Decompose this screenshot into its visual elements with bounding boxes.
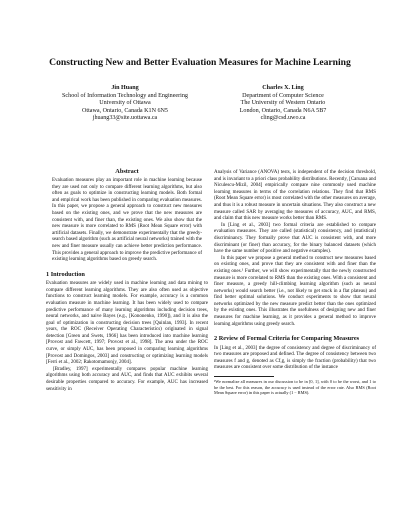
paragraph: In [Ling et al., 2003] two formal criteria are established to compare evaluation measures. They are called (statistical) consistency, and (statistical) discriminancy. They formally prove that AUC is consistent with, and more discriminant (or finer) than accuracy, for the binary balanced datasets (which have the same number of positive and negative examples). [214, 222, 376, 255]
footnote: ¹We normalize all measures in our discussion to be in [0, 1], with 0 to be the worst, and 1 to be the best. For this reason, the accuracy is used instead of the error rate. Also RMS (Root Mean Square error) in this paper is actually (1 − RMS). [214, 379, 376, 396]
author-name: Jin Huang [111, 85, 139, 91]
section-heading-review: 2 Review of Formal Criteria for Comparing Measures [214, 335, 360, 343]
author-institution: University of Ottawa [99, 100, 151, 107]
author-block-2 [208, 85, 358, 123]
paragraph: [Bradley, 1997] experimentally compares popular machine learning algorithms using both accuracy and AUC, and finds that AUC exhibits several desirable properties compared to accuracy. For example, AUC has increased sensitivity in [46, 366, 208, 392]
abstract-text: Evaluation measures play an important role in machine learning because they are used not only to compare different learning algorithms, but also often as goals to optimize in constructing learning models. Both formal and empirical work has been published in comparing evaluation measures. In this paper, we propose a general approach to construct new measures based on the existing ones, and we prove that the new measures are consistent with, and finer than, the existing ones. We also show that the new measure is more correlated to RMS (Root Mean Square error) with artificial datasets. Finally, we demonstrate experimentally that the greedy-search based algorithm (such as artificial neural networks) trained with the new and finer measure usually can achieve better prediction performance. This provides a general approach to improve the predictive performance of existing learning algorithms based on greedy search. [52, 178, 202, 263]
paragraph: Analysis of Variance (ANOVA) tests, is independent of the decision threshold, and is invariant to a priori class probability distributions. Recently, [Caruana and Niculescu-Mizil, 2004] empirically compare nine commonly used machine learning measures in terms of the correlation relations. They find that RMS (Root Mean Square error) is most correlated with the other measures on average, and thus it is a robust measure in uncertain situations. They also construct a new measure called SAR by averaging the measures of accuracy, AUC, and RMS, and claim that this new measure works better than RMS. [214, 170, 376, 222]
author-block-1 [50, 85, 200, 123]
footnote-rule [214, 376, 274, 377]
author-affiliation: School of Information Technology and Engineering [62, 92, 188, 99]
section-heading-introduction: 1 Introduction [46, 270, 85, 278]
paragraph: In [Ling et al., 2003] the degree of consistency and degree of discriminancy of two measures are proposed and defined. The degree of consistency between two measures f and g, denoted as Cf,g, is simply the fraction (probability) that two measures are consistent over some distribution of the instance [214, 345, 376, 371]
paragraph: Evaluation measures are widely used in machine learning and data mining to compare different learning algorithms. They are also often used as objective functions to construct learning models. For example, accuracy is a common evaluation measure in machine learning. It has been widely used to compare predictive performance of many learning algorithms including decision trees, neural networks, and naive Bayes (e.g., [Kononenko, 1990]), and it is also the goal of optimization in constructing decision trees [Quinlan, 1993]. In recent years, the ROC (Receiver Operating Characteristics) originated in signal detection [Green and Swets, 1966] has been introduced into machine learning [Provost and Fawcett, 1997; Provost et al., 1998]. The area under the ROC curve, or simply AUC, has been proposed in comparing learning algorithms [Provost and Domingos, 2003] and constructing or optimizing learning models [Ferri et al., 2002; Rakotomamonjy, 2004]. [46, 281, 208, 366]
author-institution: The University of Western Ontario [240, 100, 326, 107]
author-name: Charles X. Ling [262, 85, 304, 91]
author-affiliation: Department of Computer Science [242, 92, 324, 99]
author-address: Ottawa, Ontario, Canada K1N 6N5 [82, 107, 168, 114]
abstract-heading: Abstract [115, 168, 139, 175]
paragraph: In this paper we propose a general method to construct new measures based on existing ones, and prove that they are consistent with and finer than the existing ones.¹ Further, we will show experimentally that the newly constructed measure is more correlated to RMS than the existing ones. With a consistent and finer measure, a greedy hill-climbing learning algorithm (such as neural networks) would search better (i.e., not likely to get stuck in a flat plateau) and find better optimal solutions. We conduct experiments to show that neural networks optimized by the new measure predict better than the ones optimized by the existing ones. This illustrates the usefulness of designing new and finer measures for machine learning, as it provides a general method to improve learning algorithms using greedy search. [214, 255, 376, 327]
author-email: cling@csd.uwo.ca [260, 115, 306, 122]
left-column [46, 168, 208, 393]
paper-title: Constructing New and Better Evaluation Measures for Machine Learning [49, 57, 351, 68]
author-email: jhuang33@site.uottawa.ca [92, 115, 158, 122]
right-column [214, 170, 376, 396]
author-address: London, Ontario, Canada N6A 5B7 [239, 107, 327, 114]
